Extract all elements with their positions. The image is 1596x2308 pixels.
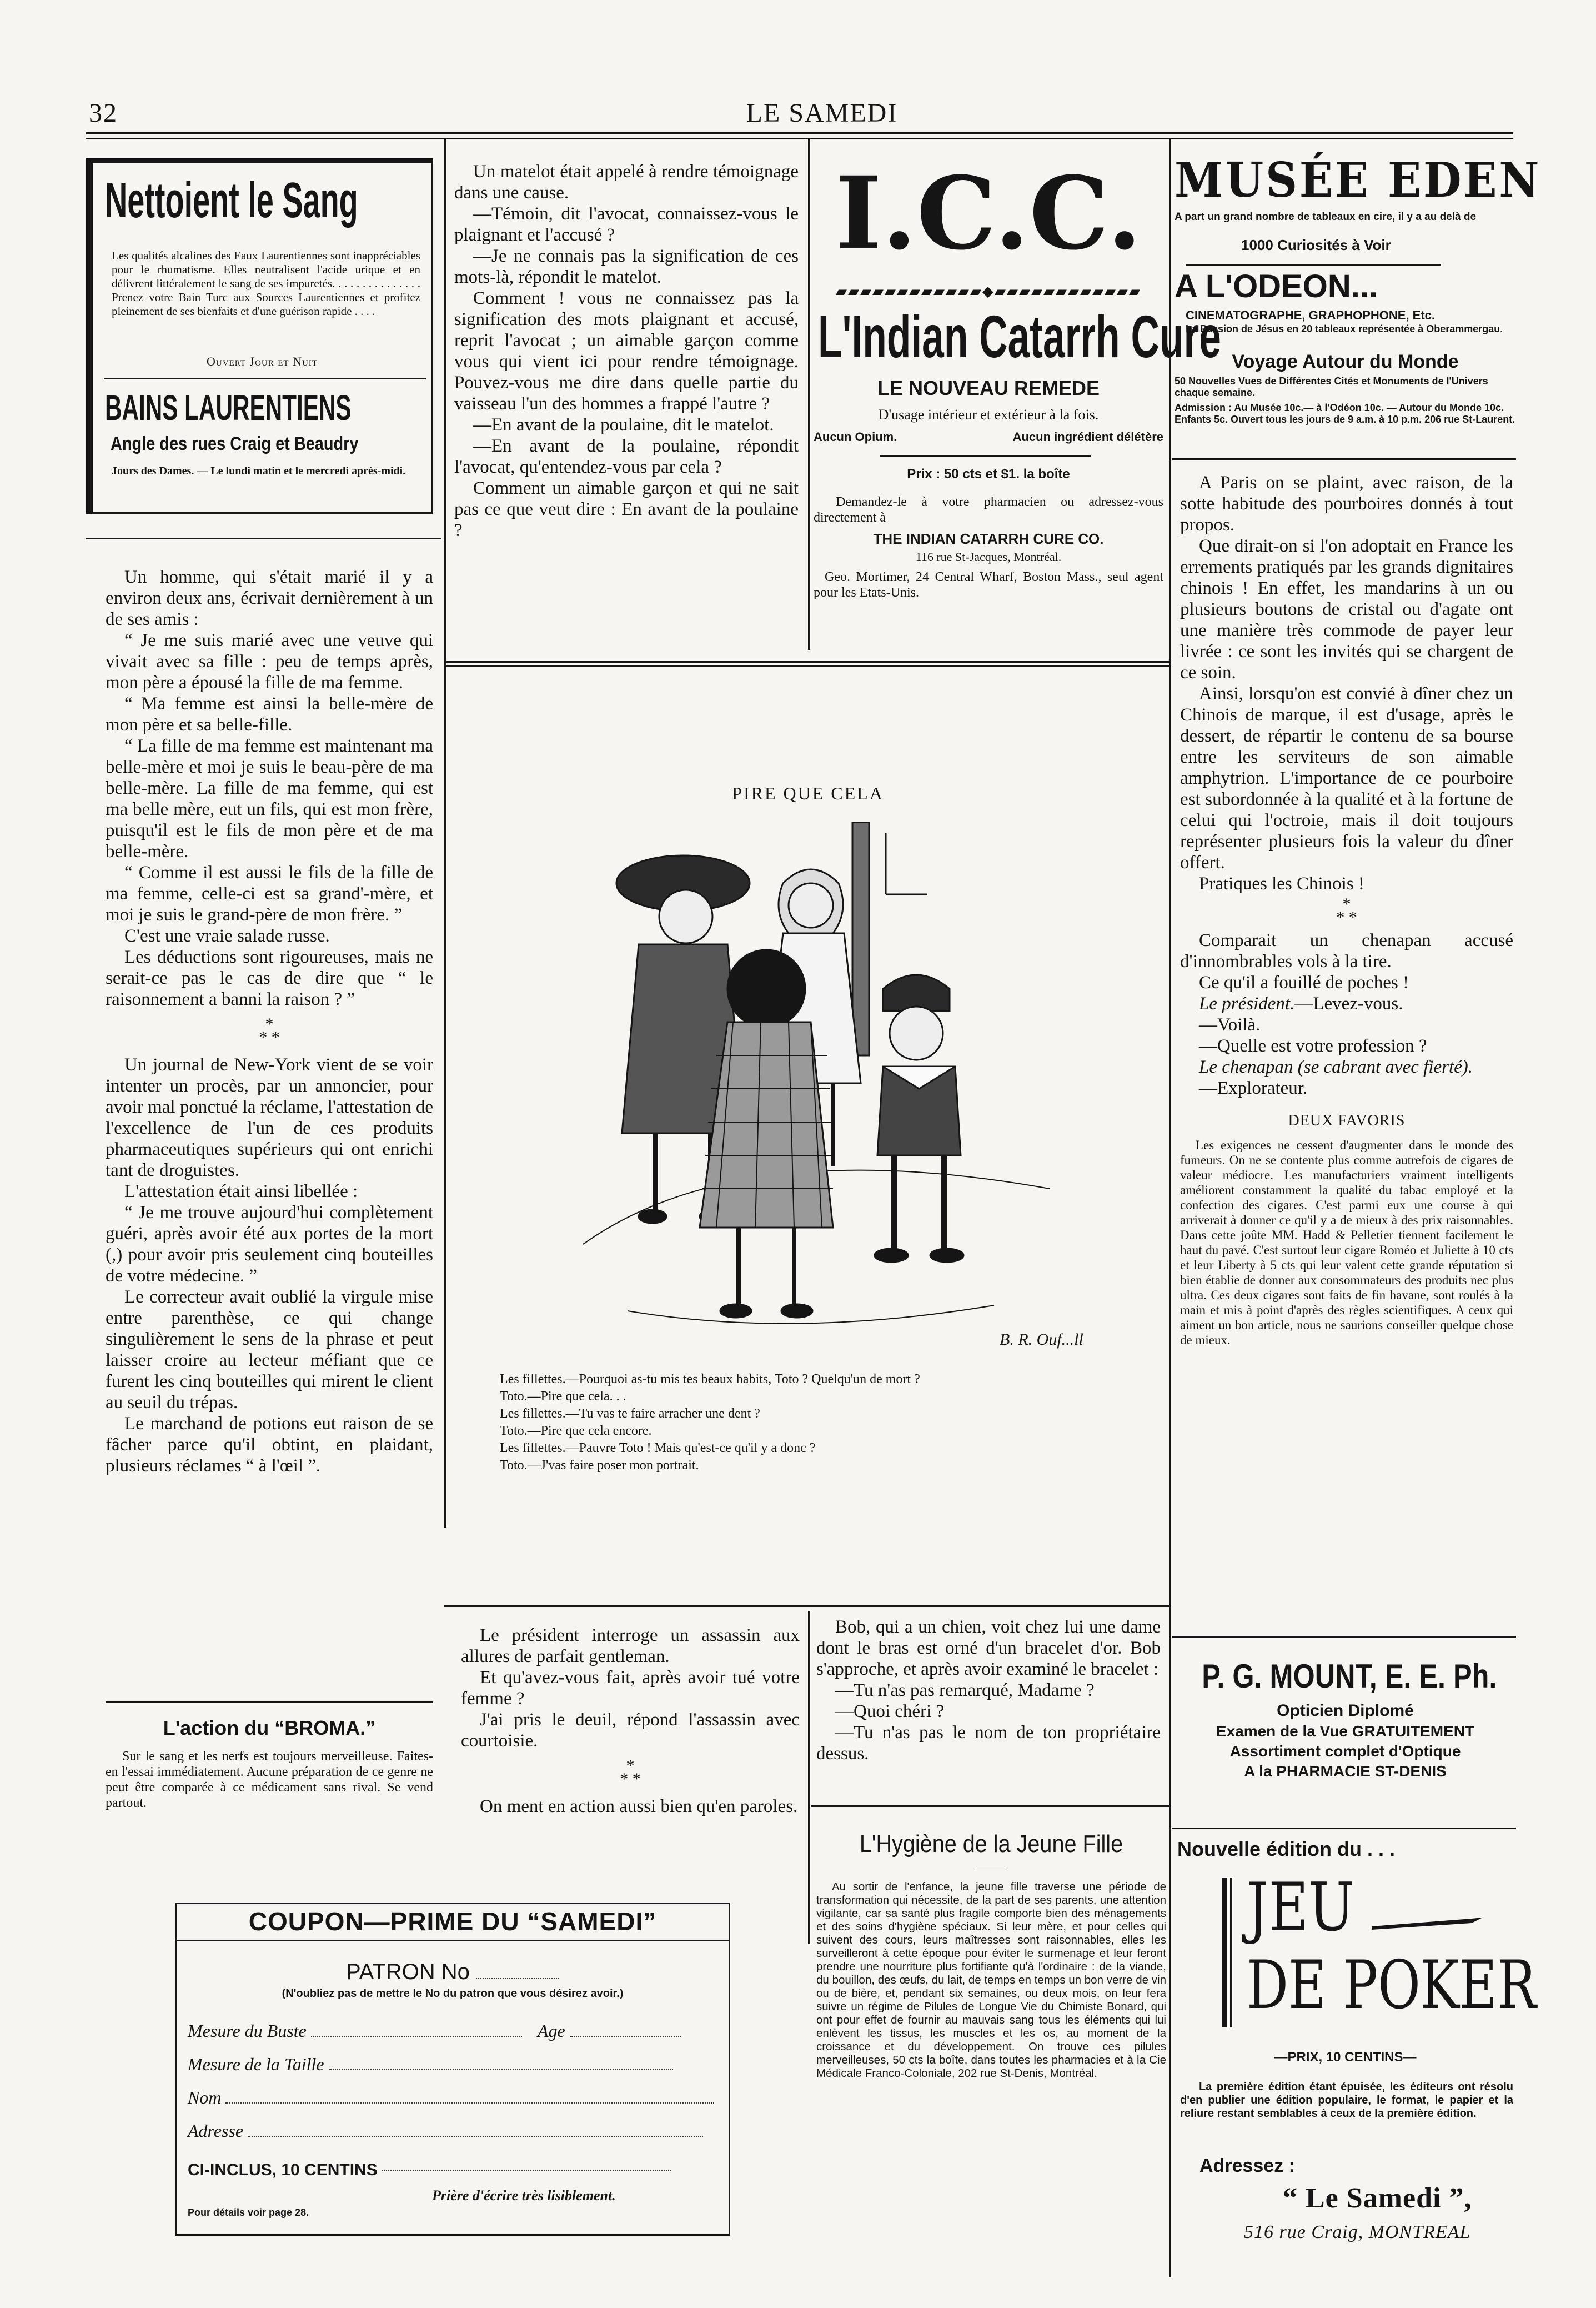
paragraph: —Voilà. [1199, 1015, 1261, 1035]
paragraph: Pratiques les Chinois ! [1199, 874, 1364, 894]
asterism: * * * [259, 1015, 280, 1047]
favoris-body: Les exigences ne cessent d'augmenter dans le monde des fumeurs. On ne se contente plus comme autrefois de cigares de valeur médiocre. Les manufacturiers vraiment intelligents améliorent constamment la qualité du tabac employé et la confection des cigares. C'est parmi eux une course à qui arriverait à donner ce qu'il y a de mieux à des prix raisonnables. Dans cette joûte MM. Hadd & Pelletier tiennent facilement le haut du pavé. C'est surtout leur cigare Roméo et Juliette à 10 cts et leur Liberty à 5 cts qui leur valent cette grande réputation si bien établie de donner aux consommateurs des produits nec plus ultra. Ces deux cigares sont faits de fin havane, sont roulés à la main et mis à point d'après des règles scientifiques. A ceux qui aiment un bon article, nous ne saurions conseiller quelque chose de mieux. [1180, 1138, 1513, 1347]
hygiene-body: Au sortir de l'enfance, la jeune fille traverse une période de transformation qui nécessite, de la part de ses parents, une attention vigilante, car sa santé plus fragile comporte bien des ménagements et des soins d'hygiène spéciaux. Si leur mère, et pour celles qui suivent des cours, leurs maîtresses sont raisonnables, elles les surveilleront à cette époque pour éviter le surmenage et leur feront prendre une nourriture plus fortifiante qu'à l'ordinaire : de la viande, du bouillon, des œufs, du lait, de temps en temps un bon verre de vin ou de bière, et, pendant six semaines, ou deux mois, on leur fera suivre un régime de Pilules de Longue Vie du Chimiste Bonard, qui ont pour effet de fournir au mauvais sang tous les éléments qui lui enlèvent les tissus, les muscles et les os, au moment de la croissance et du développement. On trouve ces pilules merveilleuses, 50 cts la boîte, dans toutes les pharmacies et à la Cie Médicale Franco-Coloniale, 202 rue St-Denis, Montréal. [816, 1880, 1166, 2080]
caption-line: Les fillettes.—Pauvre Toto ! Mais qu'est-ce qu'il y a donc ? [500, 1441, 816, 1455]
icc-name: L'Indian Catarrh Cure [818, 303, 1221, 370]
paragraph: —En avant de la poulaine, dit le matelot. [473, 415, 774, 435]
paragraph: A Paris on se plaint, avec raison, de la sotte habitude des pourboires donnés à tout propos. [1180, 473, 1513, 535]
eden-vues: 50 Nouvelles Vues de Différentes Cités et Monuments de l'Univers chaque semaine. [1175, 376, 1488, 398]
adresse-input[interactable] [248, 2136, 703, 2137]
caption-line: Les fillettes.—Pourquoi as-tu mis tes beaux habits, Toto ? Quelqu'un de mort ? [500, 1372, 920, 1386]
poker-jeu: JEU [1247, 1869, 1355, 1946]
column-1-text [106, 567, 433, 1476]
coupon-patron [177, 1960, 729, 1985]
paragraph: —Tu n'as pas remarqué, Madame ? [835, 1680, 1095, 1700]
coupon-form [175, 1903, 730, 2236]
page-number: 32 [89, 98, 118, 128]
paragraph: “ La fille de ma femme est maintenant ma belle-mère et moi je suis le beau-père de ma belle-mère. La fille de ma femme, qui est ma belle mère, eut un fils, qui est mon frère, puisqu'il est le fils de mon père et de ma belle-mère. [106, 736, 433, 862]
coupon-field-buste [188, 2021, 522, 2041]
eden-title: MUSÉE EDEN [1175, 152, 1542, 208]
coupon-field-nom [188, 2087, 714, 2108]
ornament-rule: ▰▰▰▰▰▰▰▰▰▰▰▰◆▰▰▰▰▰▰▰▰▰▰▰▰ [836, 283, 1141, 299]
bains-laurentiens-ad [86, 158, 433, 514]
paragraph: —Tu n'as pas le nom de ton propriétaire dessus. [816, 1723, 1161, 1764]
paragraph: “ Ma femme est ainsi la belle-mère de mon père et sa belle-fille. [106, 694, 433, 735]
caption-line: Toto.—Pire que cela. . . [500, 1389, 626, 1404]
field-label: Adresse [188, 2121, 244, 2141]
poker-address-street: 516 rue Craig, MONTREAL [1244, 2222, 1471, 2242]
poker-body: La première édition étant épuisée, les éditeurs ont résolu d'en publier une édition populaire, le format, le papier et la reliure restant semblables à ceux de la première édition. [1180, 2081, 1513, 2120]
patron-number-field[interactable] [476, 1978, 559, 1979]
paragraph: —Je ne connais pas la signification de ces mots-là, répondit le matelot. [454, 246, 799, 287]
paragraph: Un journal de New-York vient de se voir intenter un procès, par un annoncier, pour avoir mal ponctué la réclame, l'attestation de l'excellence de l'un de ces produits pharmaceutiques supérieurs qui ont enrichi tant de droguistes. [106, 1055, 433, 1180]
eden-curiosities: 1000 Curiosités à Voir [1241, 237, 1391, 253]
paragraph: Le correcteur avait oublié la virgule mise entre parenthèse, ce qui change singulièrement le sens de la phrase et peut laisser croire au lecteur méfiant que ce furent les cinq bouteilles qui mirent le client au seuil du trépas. [106, 1287, 433, 1413]
age-input[interactable] [570, 2036, 681, 2037]
nom-input[interactable] [225, 2102, 714, 2104]
paragraph: Et qu'avez-vous fait, après avoir tué votre femme ? [461, 1668, 800, 1709]
paragraph: “ Je me trouve aujourd'hui complètement guéri, après avoir été aux portes de la mort (,) pour avoir pris seulement cinq bouteilles de votre médecine. ” [106, 1203, 433, 1286]
icc-ad [814, 155, 1221, 650]
field-label: Age [538, 2021, 565, 2041]
ad-headline: Nettoient le Sang [105, 173, 358, 228]
caption-line: Toto.—Pire que cela encore. [500, 1424, 652, 1438]
icc-agent: Geo. Mortimer, 24 Central Wharf, Boston Mass., seul agent pour les Etats-Unis. [814, 570, 1163, 600]
ad-hours: Ouvert Jour et Nuit [207, 354, 318, 368]
coupon-details: Pour détails voir page 28. [188, 2207, 309, 2218]
coupon-note: (N'oubliez pas de mettre le No du patron que vous désirez avoir.) [282, 1987, 624, 2000]
header-rule [86, 132, 1513, 134]
eden-voyage: Voyage Autour du Monde [1232, 351, 1459, 372]
mount-name: P. G. MOUNT, E. E. Ph. [1202, 1658, 1497, 1695]
paragraph: Les déductions sont rigoureuses, mais ne serait-ce pas le cas de dire que “ le raisonnement a banni la raison ? ” [106, 947, 433, 1009]
eden-odeon: A L'ODEON... [1175, 268, 1378, 304]
mount-title: Opticien Diplomé [1277, 1701, 1414, 1720]
ad-body: Les qualités alcalines des Eaux Laurentiennes sont inappréciables pour le rhumatisme. Elles neutralisent l'acide urique et en délivrent littéralement le sang de ses impuretés. . . . . . . . . . . . . . . Prenez votre Bain Turc aux Sources Laurentiennes et profitez pleinement de ses bienfaits et d'une guérison rapide . . . . [112, 249, 420, 318]
paragraph: Ainsi, lorsqu'on est convié à dîner chez un Chinois de marque, il est d'usage, après le dessert, de répartir le contenu de sa bourse entre les serviteurs de son aimable amphytrion. L'importance de ce pourboire est subordonnée à la qualité et à la fortune de celui qui l'octroie, mais il doit toujours représenter plusieurs fois la valeur du dîner offert. [1180, 684, 1513, 873]
patron-label: PATRON No [345, 1960, 470, 1984]
icc-ask: Demandez-le à votre pharmacien ou adressez-vous directement à [814, 495, 1163, 525]
paragraph: —Témoin, dit l'avocat, connaissez-vous le plaignant et l'accusé ? [454, 204, 799, 245]
coupon-field-taille [188, 2054, 673, 2075]
taille-input[interactable] [329, 2069, 673, 2070]
poker-head: Nouvelle édition du . . . [1177, 1838, 1396, 1860]
caption-line: Toto.—J'vas faire poser mon portrait. [500, 1458, 699, 1473]
eden-line1: A part un grand nombre de tableaux en cire, il y a au delà de [1175, 211, 1477, 223]
icc-address: 116 rue St-Jacques, Montréal. [915, 550, 1062, 564]
paragraph: Comment un aimable garçon et qui ne sait pas ce que veut dire : En avant de la poulaine ? [454, 478, 799, 540]
newspaper-page: 32 LE SAMEDI Nettoient le Sang Les qualités alcalines des Eaux Laurentiennes sont inappréciables pour le rhumatisme. Elles neutralisent l'acide urique et en délivrent littéralement le sang de ses impuretés. . . . . . . . . . . . . . . Prenez votre Bain Turc aux Sources Laurentiennes et profitez pleinement de ses bienfaits et d'une guérison rapide . . . . Ouvert Jour et Nuit BAINS LAURENTIENS Angle des rues Craig et Beaudry Jours des Dames. — Le lundi matin et le mercredi après-midi. Un homme, qui s'était marié il y a environ deux ans, écrivait dernièrement à un de ses amis : “ Je me suis marié avec une veuve qui vivait avec sa fille : peu de temps après, mon père a épousé la fille de ma femme. “ Ma femme est ainsi la belle-mère de mon père et sa belle-fille. “ La fille de ma femme est maintenant ma belle-mère et moi je suis le beau-père de ma belle-mère. La fille de ma femme, qui est ma belle mère, eut un fils, qui est mon frère, puisqu'il est le fils de mon père et de ma belle-mère. “ Comme il est aussi le fils de la fille de ma femme, celle-ci est sa grand'-mère, et moi je suis le grand-père de mon frère. ” C'est une vraie salade russe. Les déductions sont rigoureuses, mais ne serait-ce pas le cas de dire que “ le raisonnement a banni la raison ? ” * * * Un journal de New-York vient de se voir intenter un procès, par un annoncier, pour avoir mal ponctué la réclame, l'attestation de l'excellence de l'un de ces produits pharmaceutiques supérieurs qui ont enrichi tant de droguistes. L'attestation était ainsi libellée : “ Je me trouve aujourd'hui complètement guéri, après avoir été aux portes de la mort (,) pour avoir pris seulement cinq bouteilles de votre médecine. ” Le correcteur avait oublié la virgule mise entre parenthèse, ce qui change singulièrement le sens de la phrase et peut laisser croire au lecteur méfiant que ce furent les cinq bouteilles qui mirent le client au seuil du trépas. Le marchand de potions eut raison de se fâcher parce qu'il obtint, en plaidant, plusieurs réclames “ à l'œil ”. L'action du “BROMA.” Sur le sang et les nerfs est toujours merveilleuse. Faites-en l'essai immédiatement. Aucune préparation de ce genre ne peut être comparée à ce médicament sans rival. Se vend partout. Un matelot était appelé à rendre témoignage dans une cause. —Témoin, dit l'avocat, connaissez-vous le plaignant et l'accusé ? —Je ne connais pas la signification de ces mots-là, répondit le matelot. Comment ! vous ne connaissez pas la signification des mots plaignant et accusé, reprit l'avocat ; un aimable garçon comme vous qui vient ici pour rendre témoignage. Pouvez-vous me dire dans quelle partie du vaisseau l'un des hommes a frappé l'autre ? —En avant de la poulaine, dit le matelot. —En avant de la poulaine, répondit l'avocat, qu'entendez-vous par cela ? Comment un aimable garçon et qui ne sait pas ce que veut dire : En avant de la poulaine ? I.C.C. ▰▰▰▰▰▰▰▰▰▰▰▰◆▰▰▰▰▰▰▰▰▰▰▰▰ L'Indian Catarrh Cure LE NOUVEAU REMEDE D'usage intérieur et extérieur à la fois. Aucun Opium. Aucun ingrédient délétère Prix : 50 cts et $1. la boîte Demandez-le à votre pharmacien ou adressez-vous directement à THE INDIAN CATARRH CURE CO. 116 rue St-Jacques, Montréal. Geo. Mortimer, 24 Central Wharf, Boston Mass., seul agent pour les Etats-Unis. PIRE QUE CELA B. R. Ouf...ll Les fillettes.—Pourquoi as-tu mis tes beaux habits, Toto ? Quelqu'un de mort ? Toto.—Pire que cela. . . Les fillettes.—Tu vas te faire arracher une dent ? Toto.—Pire que cela encore. Les fillettes.—Pauvre Toto ! Mais qu'est-ce qu'il y a donc ? Toto.—J'vas faire poser mon portrait. Le président interroge un assassin aux allures de parfait gentleman. Et qu'avez-vous fait, après avoir tué votre femme ? J'ai pris le deuil, répond l'assassin avec courtoisie. * * * On ment en action aussi bien qu'en paroles. Bob, qui a un chien, voit chez lui une dame dont le bras est orné d'un bracelet d'or. Bob s'approche, et après avoir examiné le bracelet : —Tu n'as pas remarqué, Madame ? —Quoi chéri ? —Tu n'as pas le nom de ton propriétaire dessus. COUPON—PRIME DU “SAMEDI” PATRON No (N'oubliez pas de mettre le No du patron que vous désirez avoir.) Mesure du Buste Age Mesure de la Taille Nom Adresse CI-INCLUS, 10 CENTINS Prière d'écrire très lisiblement. Pour détails voir page 28. L'Hygiène de la Jeune Fille ——— Au sortir de l'enfance, la jeune fille traverse une période de transformation qui nécessite, de la part de ses parents, une attention vigilante, car sa santé plus fragile comporte bien des ménagements et des soins d'hygiène spéciaux. Si leur mère, et pour celles qui suivent des cours, leurs maîtresses sont raisonnables, elles les surveilleront à cette époque pour éviter le surmenage et leur feront prendre une nourriture plus fortifiante qu'à l'ordinaire : de la viande, du bouillon, des œufs, du lait, de temps en temps un bon verre de vin ou de bière, et, pendant six semaines, ou deux mois, on leur fera suivre un régime de Pilules de Longue Vie du Chimiste Bonard, qui ont pour effet de fournir au mauvais sang tous les éléments qui lui enlèvent les tissus, les muscles et les os, au moment de la croissance et du développement. On trouve ces pilules merveilleuses, 50 cts la boîte, dans toutes les pharmacies et à la Cie Médicale Franco-Coloniale, 202 rue St-Denis, Montréal. MUSÉE EDEN A part un grand nombre de tableaux en cire, il y a au delà de 1000 Curiosités à Voir A L'ODEON... CINEMATOGRAPHE, GRAPHOPHONE, Etc. La Passion de Jésus en 20 tableaux représentée à Oberammergau. Voyage Autour du Monde 50 Nouvelles Vues de Différentes Cités et Monuments de l'Univers chaque semaine. Admission : Au Musée 10c.— à l'Odéon 10c. — Autour du Monde 10c. Enfants 5c. Ouvert tous les jours de 9 a.m. à 10 p.m. 206 rue St-Laurent. A Paris on se plaint, avec raison, de la sotte habitude des pourboires donnés à tout propos. Que dirait-on si l'on adoptait en France les errements pratiqués par les grands dignitaires chinois ! En effet, les mandarins à un ou plusieurs boutons de cristal ou d'agate ont une manière très commode de payer leur livrée : ce sont les invités qui se chargent de ce soin. Ainsi, lorsqu'on est convié à dîner chez un Chinois de marque, il est d'usage, après le dessert, de répartir le contenu de sa bourse entre les serviteurs de son aimable amphytrion. L'importance de ce pourboire est subordonnée à la qualité et à la fortune de celui qui l'octroie, mais il doit toujours représenter plusieurs fois la valeur du dîner offert. Pratiques les Chinois ! * * * Comparait un chenapan accusé d'innombrables vols à la tire. Ce qu'il a fouillé de poches ! Le président.—Levez-vous. —Voilà. —Quelle est votre profession ? Le chenapan (se cabrant avec fierté). —Explorateur. DEUX FAVORIS Les exigences ne cessent d'augmenter dans le monde des fumeurs. On ne se contente plus comme autrefois de cigares de valeur médiocre. Les manufacturiers vraiment intelligents améliorent constamment la qualité du tabac employé et la confection des cigares. C'est parmi eux une course à qui arriverait à donner ce qu'il y a de mieux à des prix raisonnables. Dans cette joûte MM. Hadd & Pelletier tiennent facilement le haut du pavé. C'est surtout leur cigare Roméo et Juliette à 10 cts et leur Liberty à 5 cts qui leur valent cette grande réputation si bien établie de donner aux consommateurs des produits nec plus ultra. Ces deux cigares sont faits de fin havane, sont roulés à la main et mis à point d'après des règles scientifiques. A ceux qui aiment un bon article, nous ne saurions conseiller quelque chose de mieux. P. G. MOUNT, E. E. Ph. Opticien Diplomé Examen de la Vue GRATUITEMENT Assortiment complet d'Optique A la PHARMACIE ST-DENIS Nouvelle édition du . . . JEU DE POKER —PRIX, 10 CENTINS— La première édition étant épuisée, les éditeurs ont résolu d'en publier une édition populaire, le format, le papier et la reliure restant semblables à ceux de la première édition. Adressez : “ Le Samedi ”, 516 rue Craig, MONTREAL [0, 0, 1596, 2308]
field-label: Mesure du Buste [188, 2021, 307, 2041]
ad-name: BAINS LAURENTIENS [105, 388, 352, 428]
paragraph: C'est une vraie salade russe. [124, 926, 330, 946]
paragraph [1180, 993, 1513, 1014]
paragraph: Comparait un chenapan accusé d'innombrables vols à la tire. [1180, 930, 1513, 972]
paragraph: Ce qu'il a fouillé de poches ! [1199, 973, 1409, 993]
eden-passion: La Passion de Jésus en 20 tableaux représentée à Oberammergau. [1186, 323, 1503, 334]
asterism: * * * [1336, 895, 1357, 927]
cartoon-signature: B. R. Ouf...ll [1000, 1330, 1083, 1349]
paragraph: Comment ! vous ne connaissez pas la signification des mots plaignant et accusé, reprit l'avocat ; un aimable garçon comme vous qui vient ici pour rendre témoignage. Pouvez-vous me dire dans quelle partie du vaisseau l'un des hommes a frappé l'autre ? [454, 288, 799, 414]
buste-input[interactable] [311, 2036, 522, 2037]
paragraph: —Explorateur. [1199, 1078, 1308, 1098]
coupon-title: COUPON—PRIME DU “SAMEDI” [248, 1907, 657, 1936]
cartoon-illustration [572, 822, 1061, 1355]
column-rule [444, 139, 446, 1528]
mount-assort: Assortiment complet d'Optique [1229, 1743, 1461, 1760]
bob-anecdote [816, 1616, 1161, 1764]
broma-title: L'action du “BROMA.” [163, 1716, 376, 1739]
paragraph: Un matelot était appelé à rendre témoignage dans une cause. [454, 162, 799, 203]
icc-subtitle: LE NOUVEAU REMEDE [877, 377, 1100, 399]
ad-address: Angle des rues Craig et Beaudry [111, 433, 359, 454]
paragraph: On ment en action aussi bien qu'en paroles. [480, 1796, 798, 1816]
coupon-enclosed-field[interactable] [382, 2170, 671, 2171]
mount-exam: Examen de la Vue GRATUITEMENT [1216, 1723, 1475, 1740]
page-title: LE SAMEDI [746, 98, 898, 128]
mount-where: A la PHARMACIE ST-DENIS [1244, 1763, 1447, 1780]
paragraph: “ Je me suis marié avec une veuve qui vivait avec sa fille : peu de temps après, mon père a épousé la fille de ma femme. [106, 630, 433, 693]
favoris-title: DEUX FAVORIS [1288, 1112, 1406, 1129]
paragraph: L'attestation était ainsi libellée : [124, 1181, 358, 1201]
coupon-price: CI-INCLUS, 10 CENTINS [188, 2161, 378, 2179]
ad-ladies: Jours des Dames. — Le lundi matin et le mercredi après-midi. [112, 465, 406, 477]
paragraph: Que dirait-on si l'on adoptait en France les errements pratiqués par les grands dignitaires chinois ! En effet, les mandarins à un ou plusieurs boutons de cristal ou d'agate ont une manière très commode de payer leur livrée : ce sont les invités qui se chargent de ce soin. [1180, 536, 1513, 683]
poker-flourish-icon [1372, 1916, 1483, 1933]
assassin-anecdote [461, 1625, 800, 1817]
field-label: Mesure de la Taille [188, 2054, 324, 2074]
asterism: * * * [620, 1756, 641, 1788]
wall-post [852, 822, 869, 1055]
paragraph: —Quelle est votre profession ? [1199, 1036, 1427, 1056]
field-label: Nom [188, 2087, 222, 2107]
paragraph: Le chenapan (se cabrant avec fierté). [1199, 1057, 1473, 1077]
poker-address-name: “ Le Samedi ”, [1283, 2182, 1472, 2214]
cartoon-caption [500, 1371, 1138, 1474]
poker-address-label: Adressez : [1199, 2155, 1295, 2176]
caption-line: Les fillettes.—Tu vas te faire arracher une dent ? [500, 1406, 760, 1421]
icc-logo: I.C.C. [835, 155, 1142, 272]
speaker: Le président. [1199, 994, 1295, 1014]
icc-no-harm: Aucun ingrédient délétère [1012, 430, 1163, 444]
coupon-field-age [538, 2021, 681, 2041]
paragraph: “ Comme il est aussi le fils de la fille de ma femme, celle-ci est sa grand'-mère, et moi je suis le grand-père de mon frère. ” [106, 863, 433, 925]
cartoon-title: PIRE QUE CELA [732, 783, 884, 803]
column-4-text [1180, 472, 1513, 1348]
eden-admission: Admission : Au Musée 10c.— à l'Odéon 10c. — Autour du Monde 10c. Enfants 5c. Ouvert tous les jours de 9 a.m. à 10 p.m. 206 rue St-Laurent. [1175, 402, 1515, 425]
poker-title: DE POKER [1247, 1947, 1537, 2024]
column-2-text [454, 161, 799, 541]
paragraph: Le président interroge un assassin aux allures de parfait gentleman. [461, 1625, 800, 1666]
paragraph: Le marchand de potions eut raison de se fâcher parce qu'il obtint, en plaidant, plusieurs réclames “ à l'œil ”. [106, 1414, 433, 1476]
icc-company: THE INDIAN CATARRH CURE CO. [873, 530, 1104, 547]
coupon-write: Prière d'écrire très lisiblement. [432, 2187, 616, 2204]
paragraph: —Quoi chéri ? [835, 1701, 945, 1721]
poker-price: —PRIX, 10 CENTINS— [1274, 2050, 1417, 2065]
paragraph: Bob, qui a un chien, voit chez lui une dame dont le bras est orné d'un bracelet d'or. Bob s'approche, et après avoir examiné le bracelet : [816, 1617, 1161, 1679]
coupon-field-adresse [188, 2121, 703, 2141]
icc-price: Prix : 50 cts et $1. la boîte [907, 467, 1070, 482]
toto-boy [875, 975, 963, 1262]
icc-no-opium: Aucun Opium. [814, 430, 897, 444]
paragraph: J'ai pris le deuil, répond l'assassin avec courtoisie. [461, 1710, 800, 1751]
broma-body: Sur le sang et les nerfs est toujours merveilleuse. Faites-en l'essai immédiatement. Aucune préparation de ce genre ne peut être comparée à ce médicament sans rival. Se vend partout. [106, 1749, 433, 1810]
eden-cine: CINEMATOGRAPHE, GRAPHOPHONE, Etc. [1186, 308, 1436, 322]
hygiene-title: L'Hygiène de la Jeune Fille [859, 1830, 1123, 1858]
mount-optician-ad [1175, 1658, 1516, 1780]
speech: —Levez-vous. [1294, 994, 1403, 1014]
icc-usage: D'usage intérieur et extérieur à la fois. [878, 407, 1099, 423]
paragraph: Un homme, qui s'était marié il y a environ deux ans, écrivait dernièrement à un de ses amis : [106, 567, 433, 629]
paragraph: —En avant de la poulaine, répondit l'avocat, qu'entendez-vous par cela ? [454, 436, 799, 477]
